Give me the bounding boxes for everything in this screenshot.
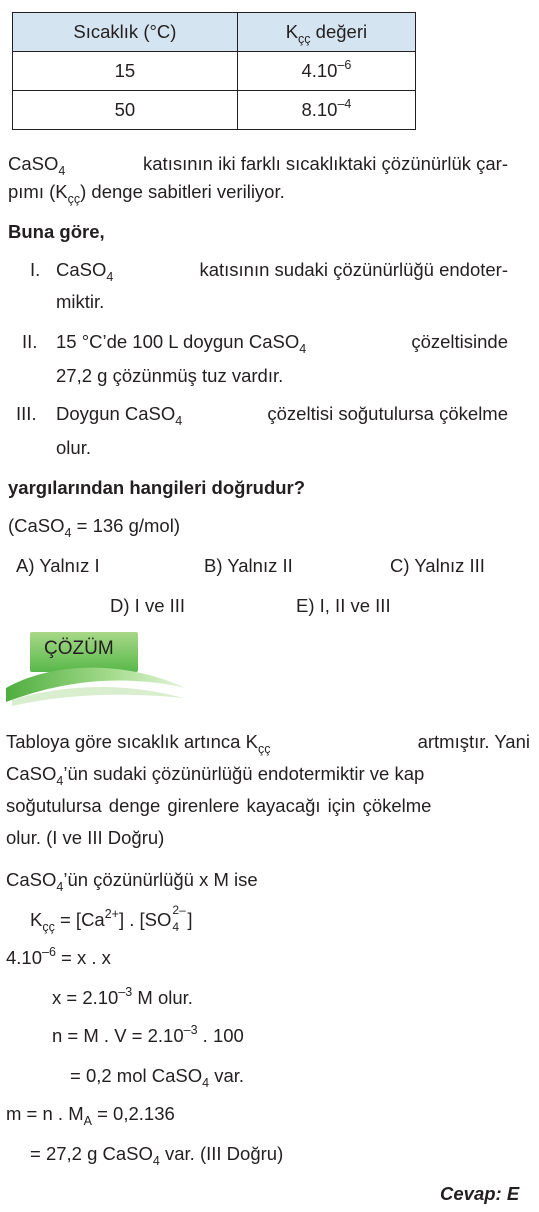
option-c: C) Yalnız III: [390, 555, 485, 576]
table-header-ksp: $K_{çç}$ değeri: [237, 13, 415, 52]
table-cell-temp: 50: [13, 91, 238, 130]
item-2-line-2: 27,2 g çözünmüş tuz vardır.: [56, 365, 284, 386]
item-1-line-2: miktir.: [56, 291, 105, 312]
table-header-temp: Sıcaklık (°C): [13, 13, 238, 52]
equation-6: m = n . $M_A = 0,2.136$: [6, 1103, 175, 1128]
molar-mass-given: (CaSO$_4$ = 136 g/mol): [8, 515, 180, 540]
item-2-line-1: 15 °C’de 100 L doygun CaSO$_4$ çözeltisinde: [56, 331, 508, 356]
question-ask: yargılarından hangileri doğrudur?: [8, 477, 306, 498]
equation-ksp: $K_{çç} = [Ca^{2+}]$ . [SO 2– 4 ]: [30, 903, 193, 934]
solution-badge: [4, 626, 188, 712]
equation-7: = 27,2 g CaSO$_4$ var. (III Doğru): [30, 1143, 284, 1168]
solution-line-2: CaSO$_4$’ün sudaki çözünürlüğü endotermiktir ve kap: [6, 763, 425, 788]
solution-badge-label: ÇÖZÜM: [44, 638, 114, 659]
equation-5: = 0,2 mol CaSO$_4$ var.: [70, 1065, 245, 1090]
option-b: B) Yalnız II: [204, 555, 293, 576]
item-1-line-1: CaSO$_4$ katısının sudaki çözünürlüğü endoter-: [56, 259, 508, 284]
equation-2: $4.10^{-6} = x$ . x: [6, 945, 111, 968]
solution-line-3: soğutulursa denge girenlere kayacağı için çökelme: [6, 795, 432, 816]
table-cell-ksp: $8.10^{-4}$: [237, 91, 415, 130]
table-row: [13, 91, 416, 130]
item-3-line-2: olur.: [56, 437, 91, 458]
equation-4: n = M . $V = 2.10^{-3}$ . 100: [52, 1023, 244, 1046]
solution-line-1: Tabloya göre sıcaklık artınca $K_{çç}$ artmıştır. Yani: [6, 731, 530, 756]
option-a: A) Yalnız I: [16, 555, 100, 576]
table-row: [13, 52, 416, 91]
solubility-statement: CaSO$_4$’ün çözünürlüğü x M ise: [6, 869, 258, 894]
option-e: E) I, II ve III: [296, 595, 391, 616]
question-lead: Buna göre,: [8, 221, 105, 242]
item-number: I.: [30, 259, 41, 280]
question-intro-line-1: CaSO$_4$ katısının iki farklı sıcaklıktaki çözünürlük çar-: [8, 153, 508, 178]
item-number: II.: [22, 331, 38, 352]
solution-line-4: olur. (I ve III Doğru): [6, 827, 165, 848]
equation-3: $x = 2.10^{-3}$ M olur.: [52, 985, 193, 1008]
answer-label: Cevap: E: [440, 1183, 520, 1204]
table-header-row: [13, 13, 416, 52]
ksp-table: [12, 12, 416, 130]
table-cell-ksp: $4.10^{-6}$: [237, 52, 415, 91]
table-cell-temp: 15: [13, 52, 238, 91]
option-d: D) I ve III: [110, 595, 186, 616]
item-number: III.: [16, 403, 37, 424]
question-intro-line-2: pımı $(K_{çç})$ denge sabitleri veriliyor.: [8, 181, 285, 206]
item-3-line-1: Doygun CaSO$_4$ çözeltisi soğutulursa çökelme: [56, 403, 508, 428]
